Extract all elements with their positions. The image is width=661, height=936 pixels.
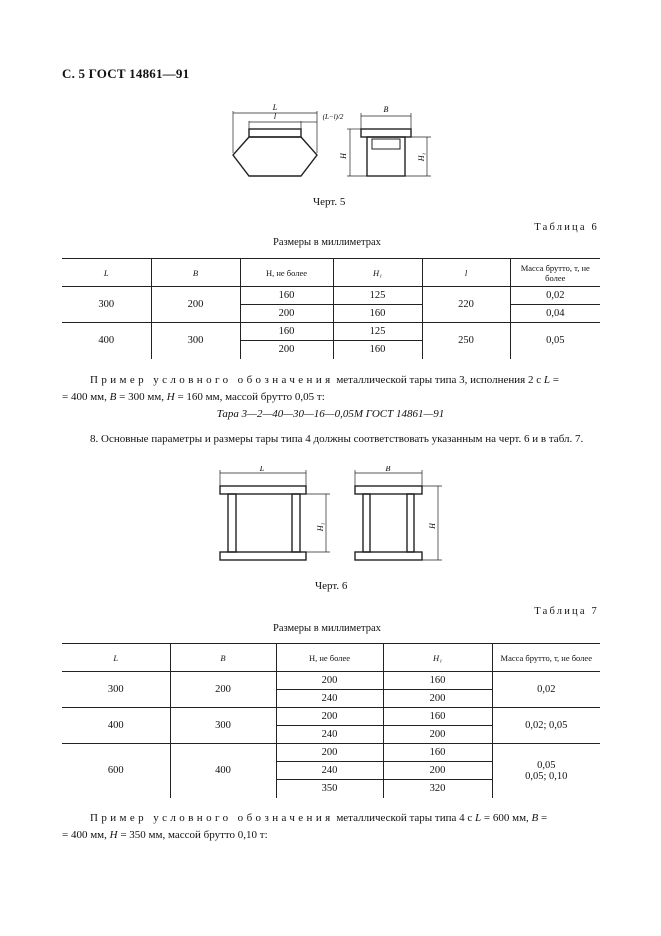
t7-header-mass: Масса брутто, т, не более	[492, 644, 600, 672]
t7-mass-line-1: 0,05	[537, 759, 556, 771]
table-row	[62, 287, 600, 305]
t7-cell-H1: 200	[383, 726, 492, 744]
example-1-formula: Тара 3—2—40—30—16—0,05М ГОСТ 14861—91	[216, 408, 445, 420]
t7-cell-H1: 200	[383, 762, 492, 780]
t7-group-1	[62, 672, 600, 708]
fig5-label-H1: H₁	[417, 152, 426, 162]
t7-group-3	[62, 744, 600, 798]
t7-cell-H: 240	[276, 726, 383, 744]
t6-cell-H1: 125	[333, 287, 422, 305]
t6-cell-H: 160	[240, 287, 333, 305]
t7-header-H: H, не более	[276, 644, 383, 672]
fig6-label-L: L	[259, 466, 265, 473]
t6-cell-B: 300	[151, 323, 240, 359]
t6-cell-l: 220	[422, 287, 510, 323]
t6-header-L: L	[103, 267, 109, 278]
t6-cell-mass: 0,04	[510, 305, 600, 323]
t6-cell-mass: 0,02	[510, 287, 600, 305]
t7-header-B: B	[170, 644, 276, 672]
fig5-label-H: H	[339, 153, 348, 159]
t7-cell-H: 200	[276, 744, 383, 762]
table-7-name: Таблица 7	[534, 606, 599, 617]
t6-cell-H: 200	[240, 305, 333, 323]
table-6-subtitle: Размеры в миллиметрах	[273, 237, 381, 248]
t6-cell-H1: 125	[333, 323, 422, 341]
t6-cell-H1: 160	[333, 341, 422, 359]
t6-header-l: l	[422, 259, 510, 287]
table-6	[62, 258, 600, 359]
t7-cell-B: 400	[170, 744, 276, 798]
table-row	[62, 323, 600, 341]
figure-5-caption: Черт. 5	[313, 196, 346, 208]
fig6-label-H1: H₁	[316, 522, 325, 532]
t7-cell-B: 300	[170, 708, 276, 744]
figure-6-caption: Черт. 6	[315, 580, 348, 592]
t6-header-mass: Масса брутто, т, не более	[510, 259, 600, 287]
t6-cell-H1: 160	[333, 305, 422, 323]
page-header: С. 5 ГОСТ 14861—91	[62, 66, 190, 81]
fig6-label-B: B	[385, 466, 391, 473]
fig5-label-L: L	[272, 103, 278, 112]
t6-group-1	[62, 287, 600, 323]
t7-cell-H: 200	[276, 708, 383, 726]
table-row	[62, 708, 600, 726]
figure-6-drawing	[212, 466, 452, 578]
t7-cell-H: 350	[276, 780, 383, 798]
t7-cell-mass	[492, 744, 600, 798]
fig5-label-half: (L−l)/2	[322, 113, 344, 121]
t6-cell-H: 160	[240, 323, 333, 341]
table-7-subtitle: Размеры в миллиметрах	[273, 623, 381, 634]
fig5-label-l: l	[273, 112, 277, 121]
t7-cell-H: 200	[276, 672, 383, 690]
example-1-text: Пример условного обозначения металлической тары типа 3, исполнения 2 с L = = 400 мм, B = 300 мм, H = 160 мм, массой брутто 0,05 т:	[62, 374, 559, 403]
t7-cell-H: 240	[276, 762, 383, 780]
t7-cell-L: 600	[107, 765, 124, 777]
fig6-label-H: H	[428, 523, 437, 529]
t6-cell-B: 200	[151, 287, 240, 323]
t6-cell-L: 300	[98, 299, 115, 310]
t7-cell-H: 240	[276, 690, 383, 708]
table-row	[62, 672, 600, 690]
t7-cell-mass: 0,02; 0,05	[492, 708, 600, 744]
t7-header-H1: H₁	[383, 644, 492, 672]
t6-cell-l: 250	[422, 323, 510, 359]
fig5-label-B: B	[383, 105, 389, 114]
table-row	[62, 744, 600, 762]
t6-header-B: B	[151, 259, 240, 287]
t6-header-H: H, не более	[240, 259, 333, 287]
t7-header-L: L	[113, 652, 119, 663]
example-2-lead: Пример условного обозначения	[90, 812, 334, 824]
t7-cell-L: 300	[107, 684, 124, 695]
t6-cell-L: 400	[98, 335, 115, 347]
example-1-lead: Пример условного обозначения	[90, 374, 334, 386]
example-2-text: Пример условного обозначения металлической тары типа 4 с L = 600 мм, B = = 400 мм, H = 350 мм, массой брутто 0,10 т:	[62, 812, 548, 841]
t7-cell-B: 200	[170, 672, 276, 708]
figure-5-drawing	[225, 100, 445, 185]
t7-cell-mass: 0,02	[492, 672, 600, 708]
t6-group-2	[62, 323, 600, 359]
t6-cell-H: 200	[240, 341, 333, 359]
t7-cell-H1: 200	[383, 690, 492, 708]
paragraph-8: 8. Основные параметры и размеры тары типа 4 должны соответствовать указанным на черт. 6 и в табл. 7.	[90, 433, 584, 445]
t7-group-2	[62, 708, 600, 744]
table-7	[62, 643, 600, 798]
t6-cell-mass: 0,05	[510, 323, 600, 359]
t7-cell-L: 400	[107, 720, 124, 731]
t7-cell-H1: 160	[383, 744, 492, 762]
t7-cell-H1: 160	[383, 672, 492, 690]
t7-mass-line-2: 0,05; 0,10	[525, 770, 568, 782]
table-6-name: Таблица 6	[534, 222, 599, 233]
t6-header-H1: H₁	[333, 259, 422, 287]
t7-cell-H1: 160	[383, 708, 492, 726]
t7-cell-H1: 320	[383, 780, 492, 798]
